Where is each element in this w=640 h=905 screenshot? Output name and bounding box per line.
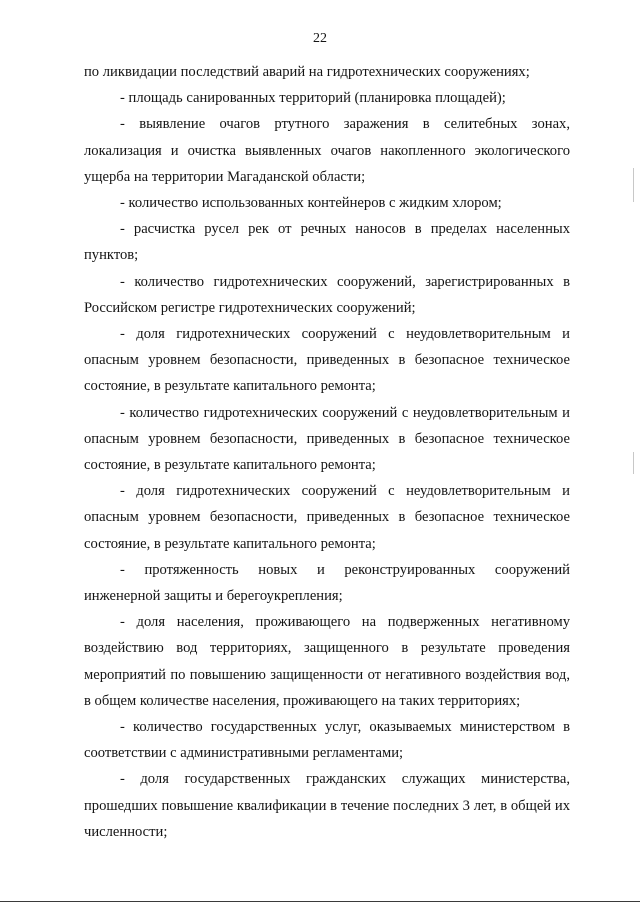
list-item-share-repaired-structures-2: - доля гидротехнических сооружений с неудовлетворительным и опасным уровнем безопасности, приведенных в безопасное техническое состояние, в результате капитального ремонта;: [84, 483, 570, 552]
paragraph-continuation: по ликвидации последствий аварий на гидротехнических сооружениях;: [84, 64, 530, 80]
list-item-riverbed-clearing: - расчистка русел рек от речных наносов в пределах населенных пунктов;: [84, 221, 570, 264]
list-item-staff-training: - доля государственных гражданских служащих министерства, прошедших повышение квалификации в течение последних 3 лет, в общей их численности;: [84, 771, 570, 840]
scan-bottom-edge: [0, 901, 640, 902]
document-body: [84, 59, 570, 845]
list-item-chlorine-containers: - количество использованных контейнеров с жидким хлором;: [120, 195, 502, 212]
list-item-mercury-contamination: - выявление очагов ртутного заражения в селитебных зонах, локализация и очистка выявленных очагов накопленного экологического ущерба на территории Магаданской области;: [84, 116, 570, 185]
list-item-share-repaired-structures: - доля гидротехнических сооружений с неудовлетворительным и опасным уровнем безопасности, приведенных в безопасное техническое состояние, в результате капитального ремонта;: [84, 326, 570, 395]
list-item-count-repaired-structures: - количество гидротехнических сооружений с неудовлетворительным и опасным уровнем безопасности, приведенных в безопасное техническое состояние, в результате капитального ремонта;: [84, 404, 570, 474]
list-item-registered-structures: - количество гидротехнических сооружений, зарегистрированных в Российском регистре гидротехнических сооружений;: [84, 273, 570, 316]
scan-edge-mark-top: [633, 168, 634, 202]
list-item-protected-population: - доля населения, проживающего на подверженных негативному воздействию вод территориях, защищенного в результате проведения мероприятий по повышению защищенности от негативного воздействия вод, в общем количестве населения, проживающего на таких территориях;: [84, 614, 570, 709]
list-item-public-services: - количество государственных услуг, оказываемых министерством в соответствии с административными регламентами;: [84, 719, 570, 762]
scan-edge-mark-bottom: [633, 452, 634, 474]
list-item-sanitized-area: - площадь санированных территорий (планировка площадей);: [120, 90, 506, 107]
page-number: 22: [313, 31, 327, 46]
list-item-protection-length: - протяженность новых и реконструированных сооружений инженерной защиты и берегоукрепления;: [84, 561, 570, 605]
